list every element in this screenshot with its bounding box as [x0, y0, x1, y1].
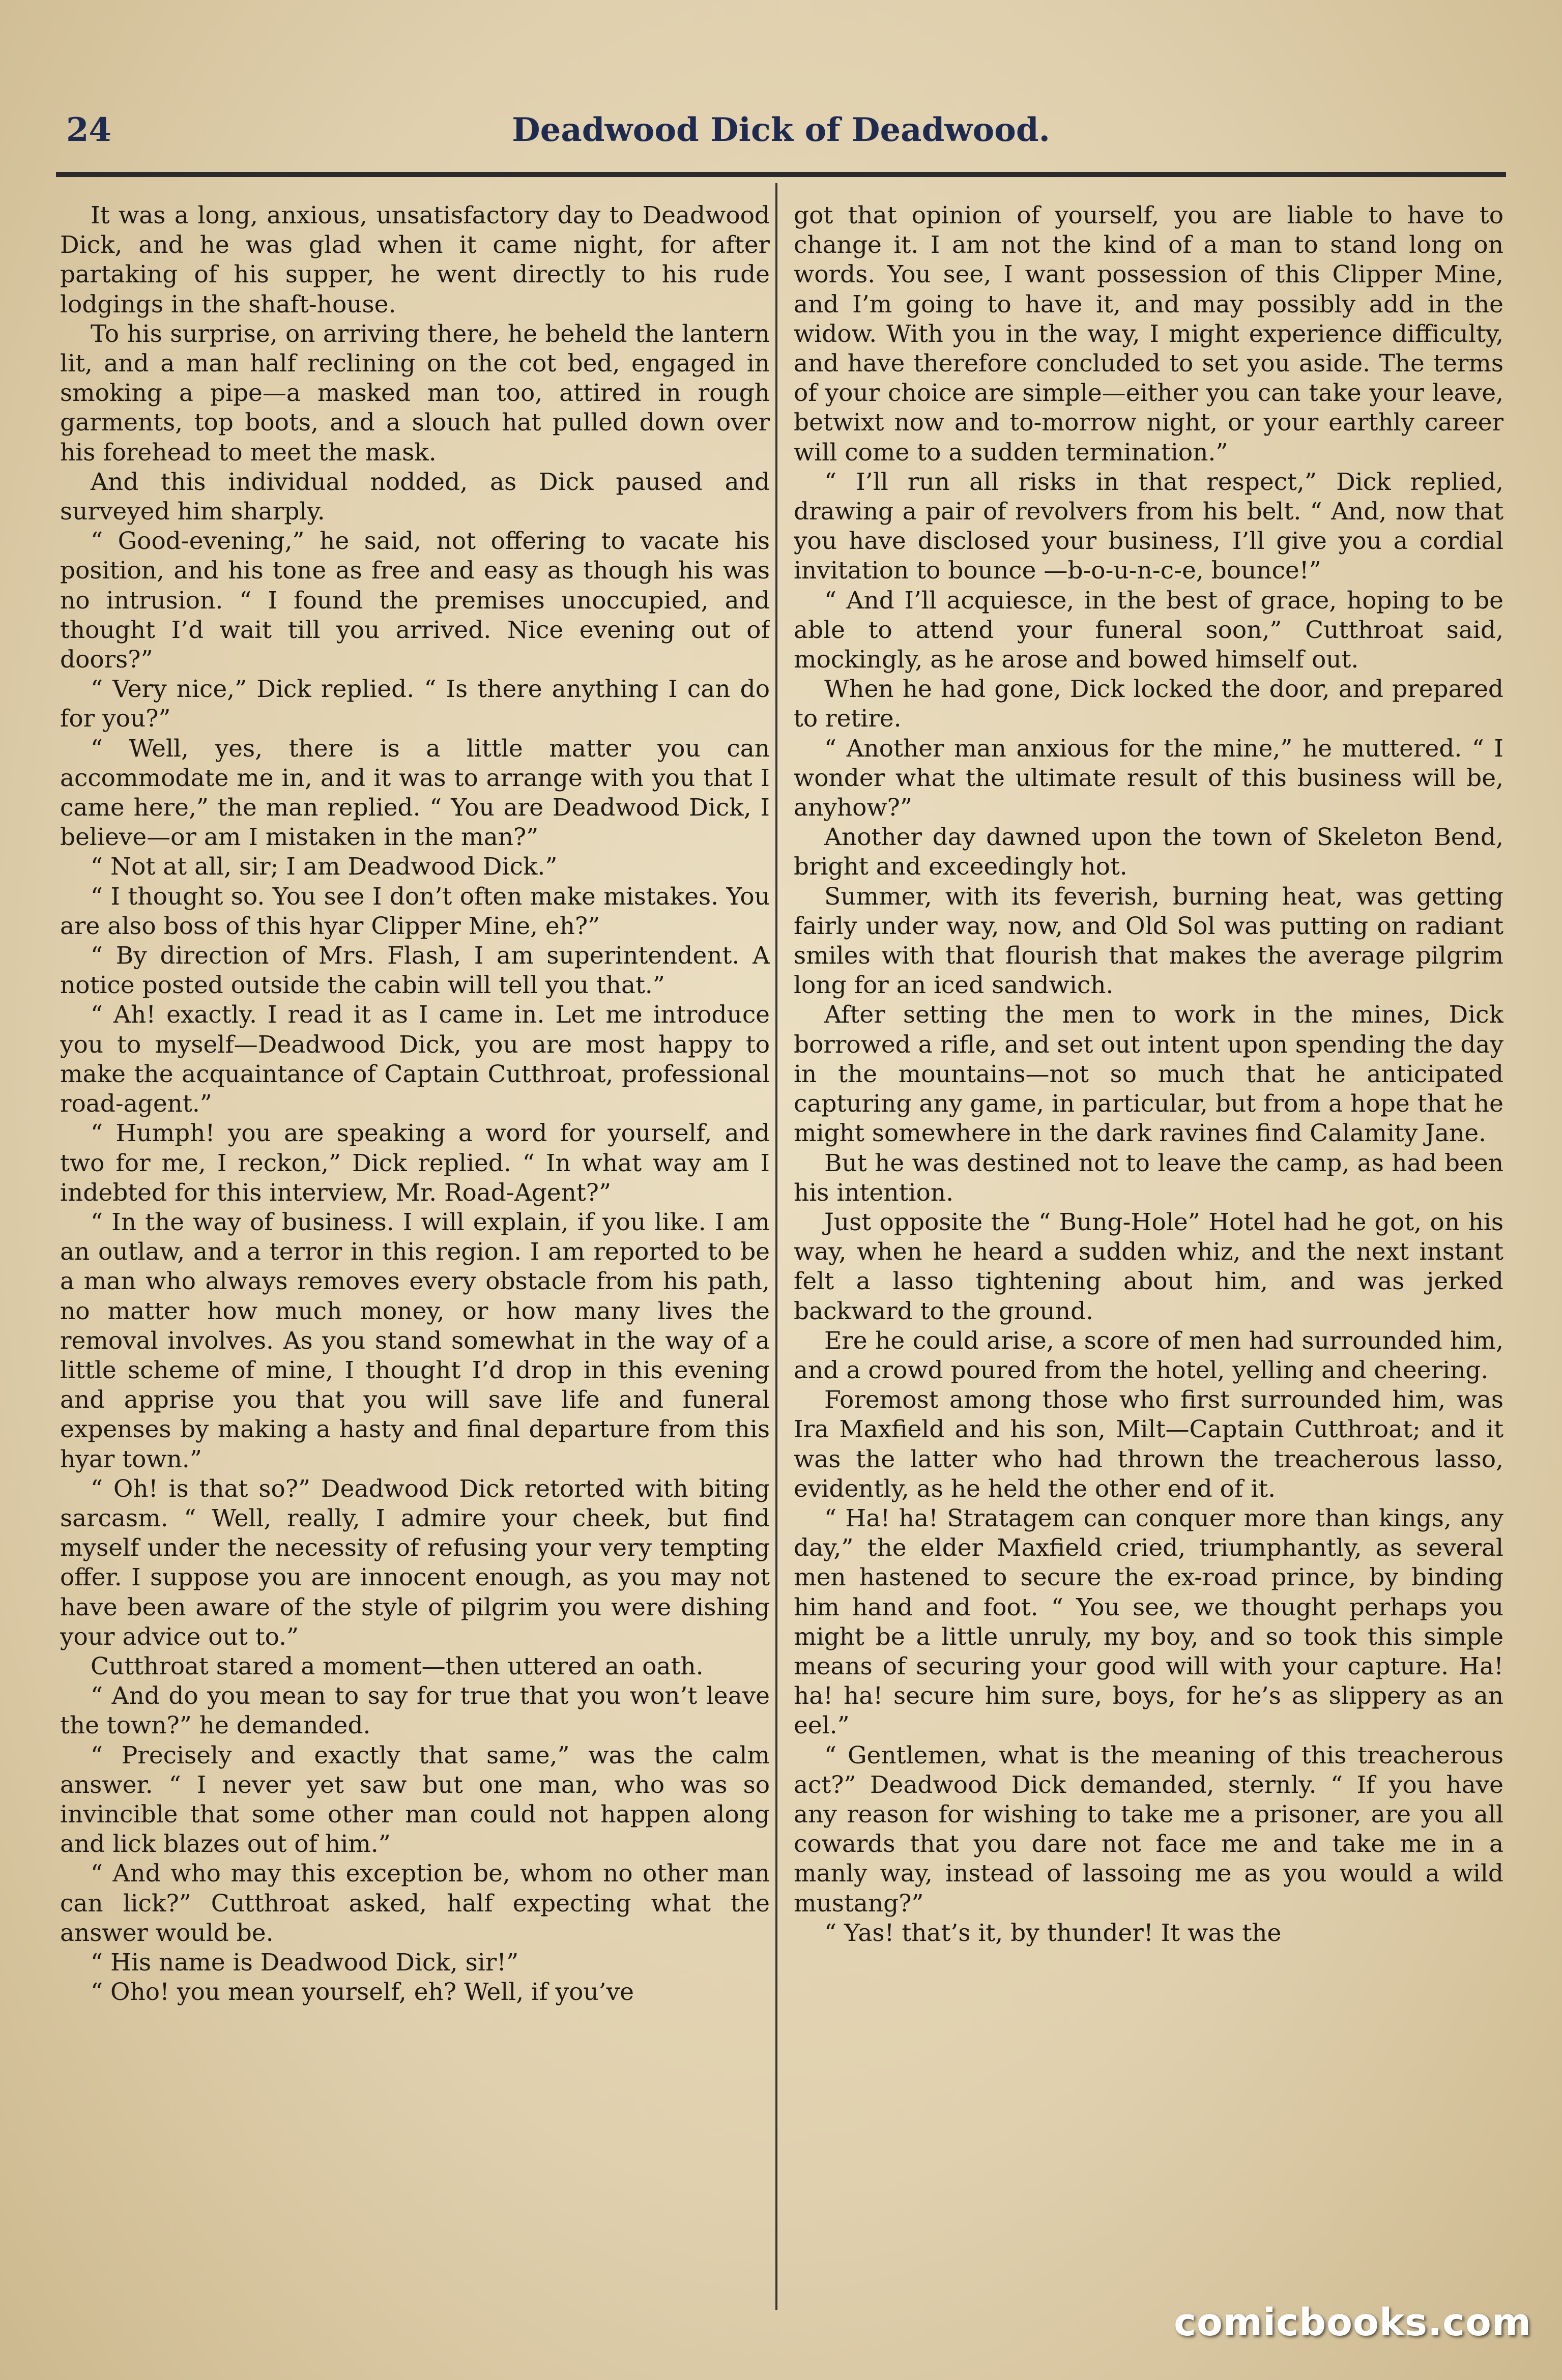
running-title: Deadwood Dick of Deadwood.: [512, 111, 1050, 149]
paragraph: When he had gone, Dick locked the door, and prepared to retire.: [794, 675, 1503, 733]
watermark: comicbooks.com: [1174, 2301, 1531, 2344]
paragraph: Foremost among those who first surrounded him, was Ira Maxfield and his son, Milt—Captain Cutthroat; and it was the latter who had thrown the treacherous lasso, evidently, as he held the other end of it.: [794, 1386, 1503, 1503]
paragraph: “ Gentlemen, what is the meaning of this treacherous act?” Deadwood Dick demanded, sternly. “ If you have any reason for wishing to take me a prisoner, are you all cowards that you dare not face me and take me in a manly way, instead of lassoing me as you would a wild mustang?”: [794, 1741, 1503, 1918]
paragraph: Another day dawned upon the town of Skeleton Bend, bright and exceedingly hot.: [794, 823, 1503, 881]
paragraph: “ And do you mean to say for true that you won’t leave the town?” he demanded.: [60, 1682, 770, 1740]
paragraph-continued: got that opinion of yourself, you are liable to have to change it. I am not the kind of a man to stand long on words. You see, I want possession of this Clipper Mine, and I’m going to have it, and may possibly add in the widow. With you in the way, I might experience difficulty, and have therefore concluded to set you aside. The terms of your choice are simple—either you can take your leave, betwixt now and to-morrow night, or your earthly career will come to a sudden termination.”: [794, 201, 1503, 467]
right-column: [794, 201, 1503, 2328]
header-rule: [56, 172, 1506, 177]
paragraph: It was a long, anxious, unsatisfactory day to Deadwood Dick, and he was glad when it came night, for after partaking of his supper, he went directly to his rude lodgings in the shaft-house.: [60, 201, 770, 318]
paragraph: “ Ha! ha! Stratagem can conquer more than kings, any day,” the elder Maxfield cried, triumphantly, as several men hastened to secure the ex-road prince, by binding him hand and foot. “ You see, we thought perhaps you might be a little unruly, my boy, and so took this simple means of securing your good will with your capture. Ha! ha! ha! secure him sure, boys, for he’s as slippery as an eel.”: [794, 1504, 1503, 1740]
paragraph: Ere he could arise, a score of men had surrounded him, and a crowd poured from the hotel, yelling and cheering.: [794, 1326, 1503, 1384]
paragraph: “ By direction of Mrs. Flash, I am superintendent. A notice posted outside the cabin will tell you that.”: [60, 942, 770, 1000]
paragraph: To his surprise, on arriving there, he beheld the lantern lit, and a man half reclining on the cot bed, engaged in smoking a pipe—a masked man too, attired in rough garments, top boots, and a slouch hat pulled down over his forehead to meet the mask.: [60, 320, 770, 467]
paragraph: Summer, with its feverish, burning heat, was getting fairly under way, now, and Old Sol was putting on radiant smiles with that flourish that makes the average pilgrim long for an iced sandwich.: [794, 882, 1503, 1000]
paragraph: “ Oho! you mean yourself, eh? Well, if you’ve: [91, 1978, 634, 2007]
paragraph: After setting the men to work in the mines, Dick borrowed a rifle, and set out intent upon spending the day in the mountains—not so much that he anticipated capturing any game, in particular, but from a hope that he might somewhere in the dark ravines find Calamity Jane.: [794, 1001, 1503, 1148]
paragraph: “ Humph! you are speaking a word for yourself, and two for me, I reckon,” Dick replied. “ In what way am I indebted for this interview, Mr. Road-Agent?”: [60, 1119, 770, 1207]
paragraph: “ Not at all, sir; I am Deadwood Dick.”: [91, 853, 558, 881]
paragraph: And this individual nodded, as Dick paused and surveyed him sharply.: [60, 468, 770, 526]
column-divider: [775, 183, 777, 2310]
paragraph: “ Good-evening,” he said, not offering to vacate his position, and his tone as free and easy as though his was no intrusion. “ I found the premises unoccupied, and thought I’d wait till you arrived. Nice evening out of doors?”: [60, 527, 770, 674]
page-header: [61, 111, 1501, 157]
paragraph: “ And who may this exception be, whom no other man can lick?” Cutthroat asked, half expecting what the answer would be.: [60, 1860, 770, 1947]
paragraph: “ Very nice,” Dick replied. “ Is there anything I can do for you?”: [60, 675, 770, 733]
page-number: 24: [66, 111, 112, 149]
paragraph: “ Another man anxious for the mine,” he muttered. “ I wonder what the ultimate result of this business will be, anyhow?”: [794, 734, 1503, 822]
paragraph: “ Precisely and exactly that same,” was the calm answer. “ I never yet saw but one man, who was so invincible that some other man could not happen along and lick blazes out of him.”: [60, 1741, 770, 1859]
paragraph: “ Oh! is that so?” Deadwood Dick retorted with biting sarcasm. “ Well, really, I admire your cheek, but find myself under the necessity of refusing your very tempting offer. I suppose you are innocent enough, as you may not have been aware of the style of pilgrim you were dishing your advice out to.”: [60, 1474, 770, 1651]
paragraph: “ His name is Deadwood Dick, sir!”: [91, 1948, 519, 1977]
paragraph: “ I thought so. You see I don’t often make mistakes. You are also boss of this hyar Clipper Mine, eh?”: [60, 882, 770, 940]
paragraph: “ Ah! exactly. I read it as I came in. Let me introduce you to myself—Deadwood Dick, you are most happy to make the acquaintance of Captain Cutthroat, professional road-agent.”: [60, 1001, 770, 1118]
paragraph: “ Yas! that’s it, by thunder! It was the: [824, 1919, 1282, 1947]
left-column: [60, 201, 770, 2328]
paragraph: Just opposite the “ Bung-Hole” Hotel had he got, on his way, when he heard a sudden whiz, and the next instant felt a lasso tightening about him, and was jerked backward to the ground.: [794, 1208, 1503, 1325]
paragraph: “ Well, yes, there is a little matter you can accommodate me in, and it was to arrange with you that I came here,” the man replied. “ You are Deadwood Dick, I believe—or am I mistaken in the man?”: [60, 734, 770, 852]
paragraph: “ In the way of business. I will explain, if you like. I am an outlaw, and a terror in this region. I am reported to be a man who always removes every obstacle from his path, no matter how much money, or how many lives the removal involves. As you stand somewhat in the way of a little scheme of mine, I thought I’d drop in this evening and apprise you that you will save life and funeral expenses by making a hasty and final departure from this hyar town.”: [60, 1208, 770, 1473]
paragraph: “ And I’ll acquiesce, in the best of grace, hoping to be able to attend your funeral soon,” Cutthroat said, mockingly, as he arose and bowed himself out.: [794, 586, 1503, 674]
paragraph: But he was destined not to leave the camp, as had been his intention.: [794, 1149, 1503, 1207]
paragraph: “ I’ll run all risks in that respect,” Dick replied, drawing a pair of revolvers from his belt. “ And, now that you have disclosed your business, I’ll give you a cordial invitation to bounce —b-o-u-n-c-e, bounce!”: [794, 468, 1503, 585]
paragraph: Cutthroat stared a moment—then uttered an oath.: [91, 1652, 704, 1680]
